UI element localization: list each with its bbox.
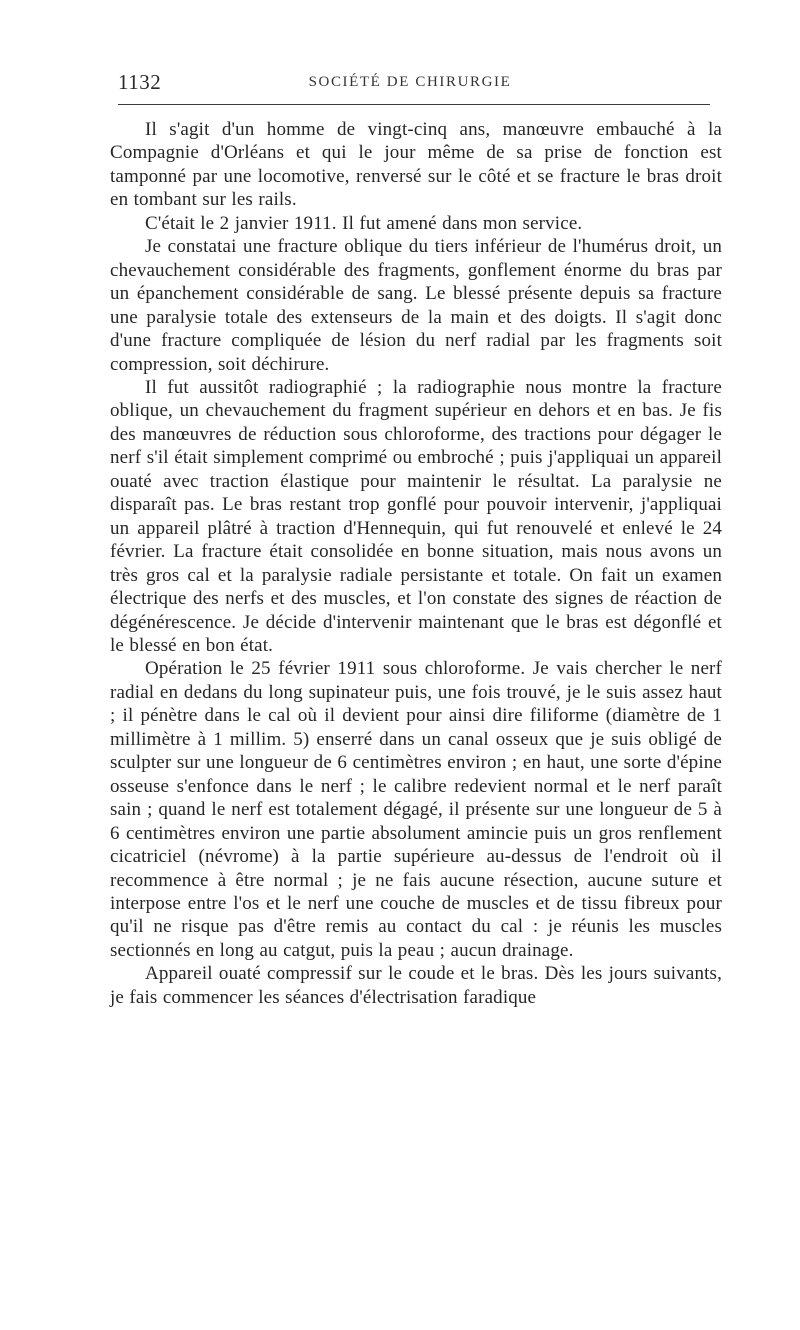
header-rule bbox=[118, 104, 710, 105]
paragraph-admission-date: C'était le 2 janvier 1911. Il fut amené dans mon service. bbox=[145, 212, 583, 234]
page-number: 1132 bbox=[118, 70, 162, 94]
paragraph-initial-treatment: Il fut aussitôt radiographié ; la radiographie nous montre la fracture oblique, un chevauchement du fragment supérieur en dehors et en bas. Je fis des manœuvres de réduction sous chloroforme, des tractions pour dégager le nerf s'il était simplement comprimé ou embroché ; puis j'appliquai un appareil ouaté avec traction élastique pour maintenir le résultat. La paralysie ne disparaît pas. Le bras restant trop gonflé pour pouvoir intervenir, j'appliquai un appareil plâtré à traction d'Hennequin, qui fut renouvelé et enlevé le 24 février. La fracture était consolidée en bonne situation, mais nous avons un très gros cal et la paralysie radiale persistante et totale. On fait un examen électrique des nerfs et des muscles, et l'on constate des signes de réaction de dégénérescence. Je décide d'intervenir maintenant que le bras est dégonflé et le blessé en bon état. bbox=[110, 376, 722, 656]
body-text bbox=[110, 118, 722, 1009]
paragraph-case-introduction: Il s'agit d'un homme de vingt-cinq ans, manœuvre embauché à la Compagnie d'Orléans et qui le jour même de sa prise de fonction est tamponné par une locomotive, renversé sur le côté et se fracture le bras droit en tombant sur les rails. bbox=[110, 119, 722, 211]
paragraph-initial-findings: Je constatai une fracture oblique du tiers inférieur de l'humérus droit, un chevauchement considérable des fragments, gonflement énorme du bras par un épanchement considérable de sang. Le blessé présente depuis sa fracture une paralysie totale des extenseurs de la main et des doigts. Il s'agit donc d'une fracture compliquée de lésion du nerf radial par les fragments soit compression, soit déchirure. bbox=[110, 236, 722, 375]
paragraph-postoperative: Appareil ouaté compressif sur le coude et le bras. Dès les jours suivants, je fais commencer les séances d'électrisation faradique bbox=[110, 963, 722, 1008]
running-title: SOCIÉTÉ DE CHIRURGIE bbox=[308, 74, 512, 90]
running-header bbox=[112, 70, 708, 94]
paragraph-operation: Opération le 25 février 1911 sous chloroforme. Je vais chercher le nerf radial en dedans du long supinateur puis, une fois trouvé, je le suis assez haut ; il pénètre dans le cal où il devient pour ainsi dire filiforme (diamètre de 1 millimètre à 1 millim. 5) enserré dans un canal osseux que je suis obligé de sculpter sur une longueur de 6 centimètres environ ; en haut, une sorte d'épine osseuse s'enfonce dans le nerf ; le calibre redevient normal et le nerf paraît sain ; quand le nerf est totalement dégagé, il présente sur une longueur de 5 à 6 centimètres environ une partie absolument amincie puis un gros renflement cicatriciel (névrome) à la partie supérieure au-dessus de l'endroit où il recommence à être normal ; je ne fais aucune résection, aucune suture et interpose entre l'os et le nerf une couche de muscles et de tissu fibreux pour qu'il ne risque pas d'être remis au contact du cal : je réunis les muscles sectionnés en long au catgut, puis la peau ; aucun drainage. bbox=[110, 658, 722, 961]
